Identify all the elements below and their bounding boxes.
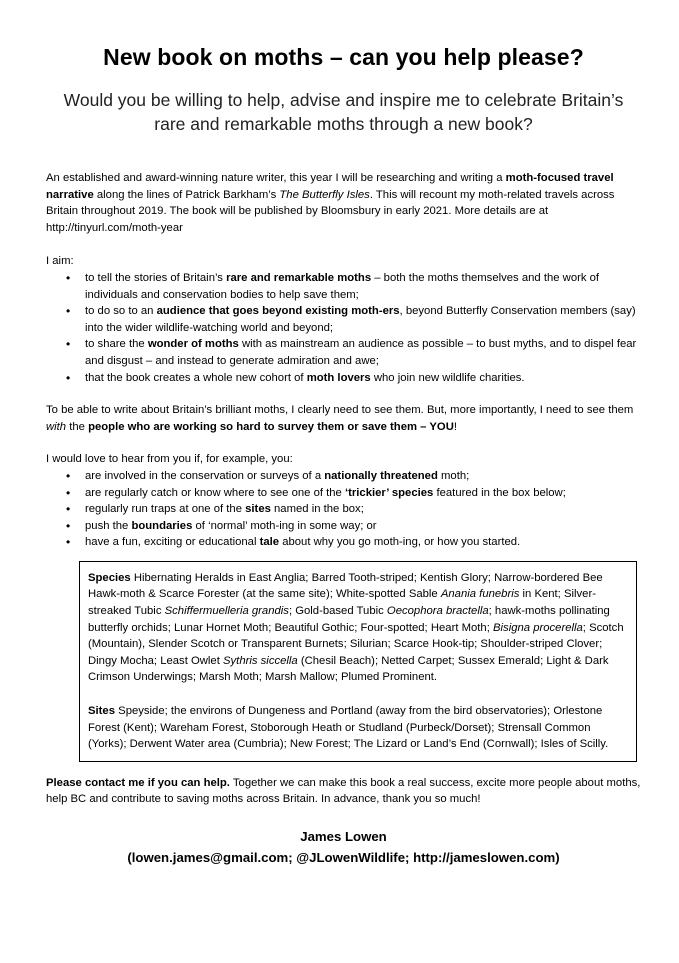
list-item: • to tell the stories of Britain’s rare and remarkable moths – both the moths themselves and the work of individuals and conservation bodies to help save them;: [85, 270, 641, 303]
list-item: • that the book creates a whole new cohort of moth lovers who join new wildlife charities.: [85, 370, 641, 387]
signature-contact-details: (lowen.james@gmail.com; @JLowenWildlife; http://jameslowen.com): [127, 850, 560, 865]
page-subtitle: Would you be willing to help, advise and inspire me to celebrate Britain’s rare and remarkable moths through a new book?: [63, 90, 624, 134]
list-item: • regularly run traps at one of the sites named in the box;: [85, 501, 641, 518]
hear-list: [46, 468, 641, 551]
sites-paragraph: Sites Speyside; the environs of Dungeness and Portland (away from the bird observatories); Orlestone Forest (Kent); Wareham Forest, Stoborough Heath or Studland (Purbeck/Dorset); Strensall Common (Yorks); Derwent Water area (Cumbria); New Forest; The Lizard or Land’s End (Cornwall); Isles of Scilly.: [88, 705, 609, 751]
list-item: • are regularly catch or know where to see one of the ‘trickier’ species featured in the box below;: [85, 485, 641, 502]
list-item: • to do so to an audience that goes beyond existing moth-ers, beyond Butterfly Conservation members (say) into the wider wildlife-watching world and beyond;: [85, 303, 641, 336]
list-item: • to share the wonder of moths with as mainstream an audience as possible – to bust myths, and to dispel fear and disgust – and instead to generate admiration and awe;: [85, 336, 641, 369]
species-paragraph: Species Hibernating Heralds in East Anglia; Barred Tooth-striped; Kentish Glory; Narrow-bordered Bee Hawk-moth & Scarce Forester (at the same site); White-spotted Sable Anania funebris in Kent; Silver-streaked Tubic Schiffermuelleria grandis; Gold-based Tubic Oecophora bractella; hawk-moths pollinating butterfly orchids; Lunar Hornet Moth; Beautiful Gothic; Four-spotted; Heart Moth; Bisigna procerella; Scotch (Mountain), Slender Scotch or Transparent Burnets; Silurian; Scarce Hook-tip; Shoulder-striped Clover; Dingy Mocha; Least Owlet Sythris siccella (Chesil Beach); Netted Carpet; Sussex Emerald; Light & Dark Crimson Underwings; Marsh Moth; Marsh Mallow; Plumed Prominent.: [88, 571, 624, 684]
aims-label: I aim:: [46, 255, 74, 268]
list-item: • have a fun, exciting or educational tale about why you go moth-ing, or how you started.: [85, 534, 641, 551]
contact-paragraph: Please contact me if you can help. Together we can make this book a real success, excite more people about moths, help BC and contribute to saving moths across Britain. In advance, thank you so much!: [46, 776, 641, 806]
species-sites-box: [79, 561, 637, 762]
page-title: New book on moths – can you help please?: [103, 44, 584, 70]
list-item: • push the boundaries of ‘normal’ moth-ing in some way; or: [85, 518, 641, 535]
list-item: • are involved in the conservation or surveys of a nationally threatened moth;: [85, 468, 641, 485]
hear-label: I would love to hear from you if, for example, you:: [46, 453, 293, 466]
signature-name: James Lowen: [300, 829, 387, 844]
intro-paragraph: An established and award-winning nature writer, this year I will be researching and writing a moth-focused travel narrative along the lines of Patrick Barkham’s The Butterfly Isles. This will recount my moth-related travels across Britain throughout 2019. The book will be published by Bloomsbury in early 2021. More details are at http://tinyurl.com/moth-year: [46, 172, 615, 234]
need-paragraph: To be able to write about Britain’s brilliant moths, I clearly need to see them. But, more importantly, I need to see them with the people who are working so hard to survey them or save them – YOU!: [46, 404, 634, 433]
aims-list: [46, 270, 641, 386]
